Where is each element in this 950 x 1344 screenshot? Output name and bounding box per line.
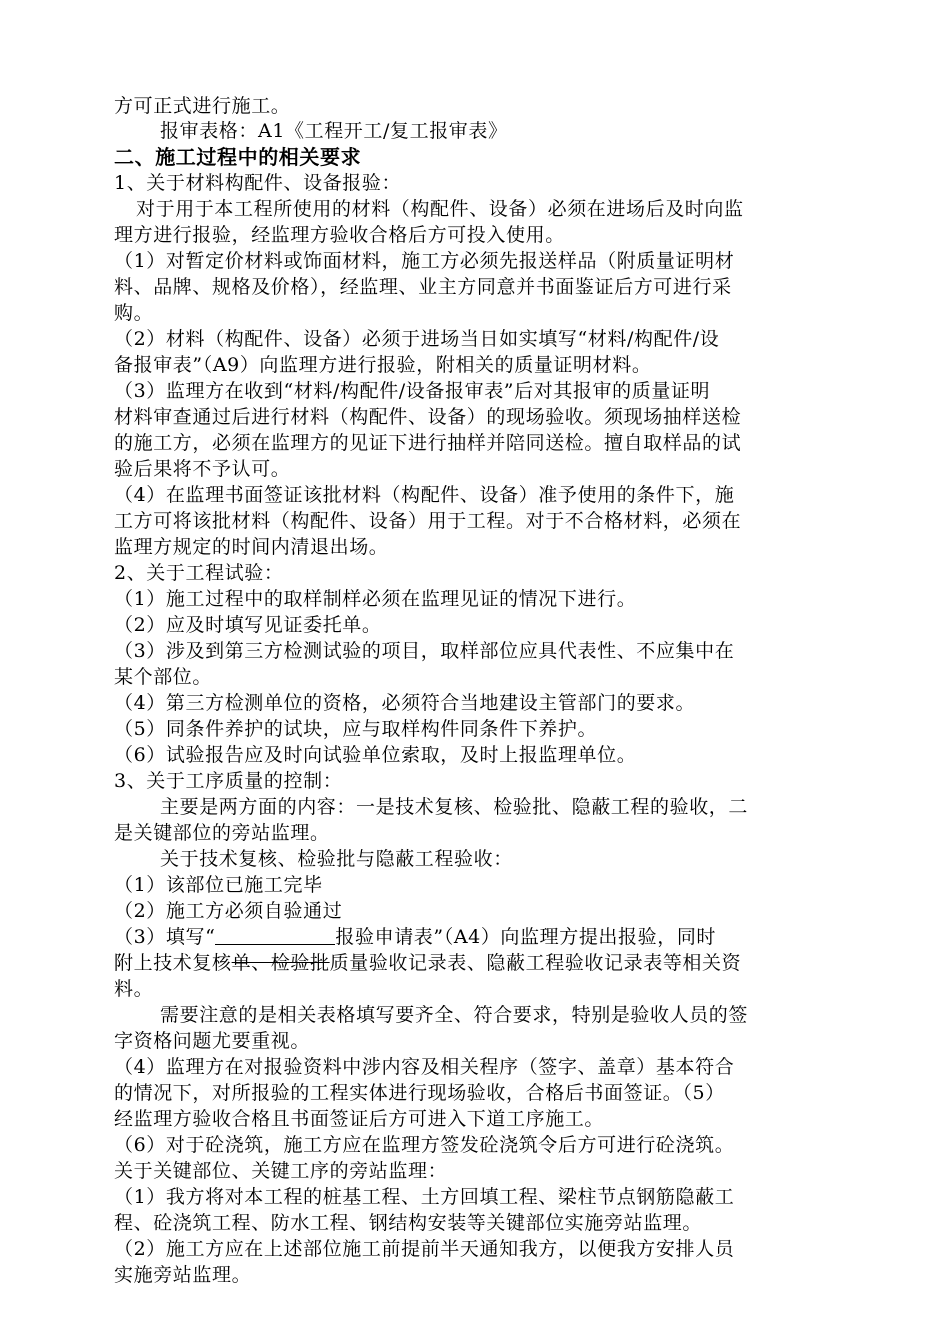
text-line: 程、砼浇筑工程、防水工程、钢结构安装等关键部位实施旁站监理。: [114, 1212, 703, 1234]
text-line: （2）施工方必须自验通过: [114, 900, 343, 922]
text-line: 验后果将不予认可。: [114, 458, 291, 480]
text-line: （1）施工过程中的取样制样必须在监理见证的情况下进行。: [114, 588, 637, 610]
text-line: 某个部位。: [114, 666, 213, 688]
struck-text: 单、检验批: [231, 952, 330, 974]
text-line: 关于关键部位、关键工序的旁站监理：: [114, 1160, 448, 1182]
text-line: 1、关于材料构配件、设备报验：: [114, 172, 402, 194]
text-line: 监理方规定的时间内清退出场。: [114, 536, 389, 558]
text-line: [114, 951, 838, 976]
text-line: 字资格问题尤要重视。: [114, 1030, 311, 1052]
text-line: 的情况下，对所报验的工程实体进行现场验收，合格后书面签证。（5）: [114, 1082, 725, 1104]
text-line: [114, 925, 838, 950]
text-line: （6）对于砼浇筑，施工方应在监理方签发砼浇筑令后方可进行砼浇筑。: [114, 1134, 735, 1156]
section-heading: 二、施工过程中的相关要求: [114, 145, 362, 169]
text-line: （2）施工方应在上述部位施工前提前半天通知我方，以便我方安排人员: [114, 1238, 735, 1260]
text-line: 对于用于本工程所使用的材料（构配件、设备）必须在进场后及时向监: [136, 198, 744, 220]
text-line: 主要是两方面的内容：一是技术复核、检验批、隐蔽工程的验收，二: [160, 796, 749, 818]
text-fragment: （3）填写“: [114, 926, 216, 948]
text-line: 2、关于工程试验：: [114, 562, 284, 584]
text-fragment: 质量验收记录表、隐蔽工程验收记录表等相关资: [329, 952, 742, 974]
text-line: （1）我方将对本工程的桩基工程、土方回填工程、梁柱节点钢筋隐蔽工: [114, 1186, 735, 1208]
text-line: （4）在监理书面签证该批材料（构配件、设备）准予使用的条件下，施: [114, 484, 735, 506]
text-line: 料、品牌、规格及价格），经监理、业主方同意并书面鉴证后方可进行采: [114, 276, 732, 298]
text-fragment: 附上技术复核: [114, 952, 232, 974]
text-line: （1）该部位已施工完毕: [114, 874, 323, 896]
text-line: 是关键部位的旁站监理。: [114, 822, 330, 844]
text-line: （1）对暂定价材料或饰面材料，施工方必须先报送样品（附质量证明材: [114, 250, 735, 272]
text-line: （6）试验报告应及时向试验单位索取，及时上报监理单位。: [114, 744, 637, 766]
text-line: （2）应及时填写见证委托单。: [114, 614, 382, 636]
text-line: 理方进行报验，经监理方验收合格后方可投入使用。: [114, 224, 565, 246]
text-line: 备报审表”（A9）向监理方进行报验，附相关的质量证明材料。: [114, 354, 652, 376]
text-line: 报审表格：A1《工程开工/复工报审表》: [160, 120, 508, 142]
text-line: 经监理方验收合格且书面签证后方可进入下道工序施工。: [114, 1108, 605, 1130]
text-fragment: 报验申请表”（A4）向监理方提出报验，同时: [335, 926, 717, 948]
text-line: 购。: [114, 302, 154, 324]
text-line: 工方可将该批材料（构配件、设备）用于工程。对于不合格材料，必须在: [114, 510, 742, 532]
blank-strike-line: [215, 932, 335, 945]
text-line: （5）同条件养护的试块，应与取样构件同条件下养护。: [114, 718, 598, 740]
text-line: 料。: [114, 978, 154, 1000]
text-line: 实施旁站监理。: [114, 1264, 252, 1286]
text-line: （3）监理方在收到“材料/构配件/设备报审表”后对其报审的质量证明: [114, 380, 711, 402]
text-line: 需要注意的是相关表格填写要齐全、符合要求，特别是验收人员的签: [160, 1004, 749, 1026]
text-line: 关于技术复核、检验批与隐蔽工程验收：: [160, 848, 513, 870]
text-line: （4）第三方检测单位的资格，必须符合当地建设主管部门的要求。: [114, 692, 696, 714]
text-line: 3、关于工序质量的控制：: [114, 770, 343, 792]
text-line: 方可正式进行施工。: [114, 95, 291, 117]
text-line: （4）监理方在对报验资料中涉内容及相关程序（签字、盖章）基本符合: [114, 1056, 735, 1078]
text-line: 材料审查通过后进行材料（构配件、设备）的现场验收。须现场抽样送检: [114, 406, 742, 428]
text-line: （3）涉及到第三方检测试验的项目，取样部位应具代表性、不应集中在: [114, 640, 735, 662]
text-line: （2）材料（构配件、设备）必须于进场当日如实填写“材料/构配件/设: [114, 328, 720, 350]
text-line: 的施工方，必须在监理方的见证下进行抽样并陪同送检。擅自取样品的试: [114, 432, 742, 454]
